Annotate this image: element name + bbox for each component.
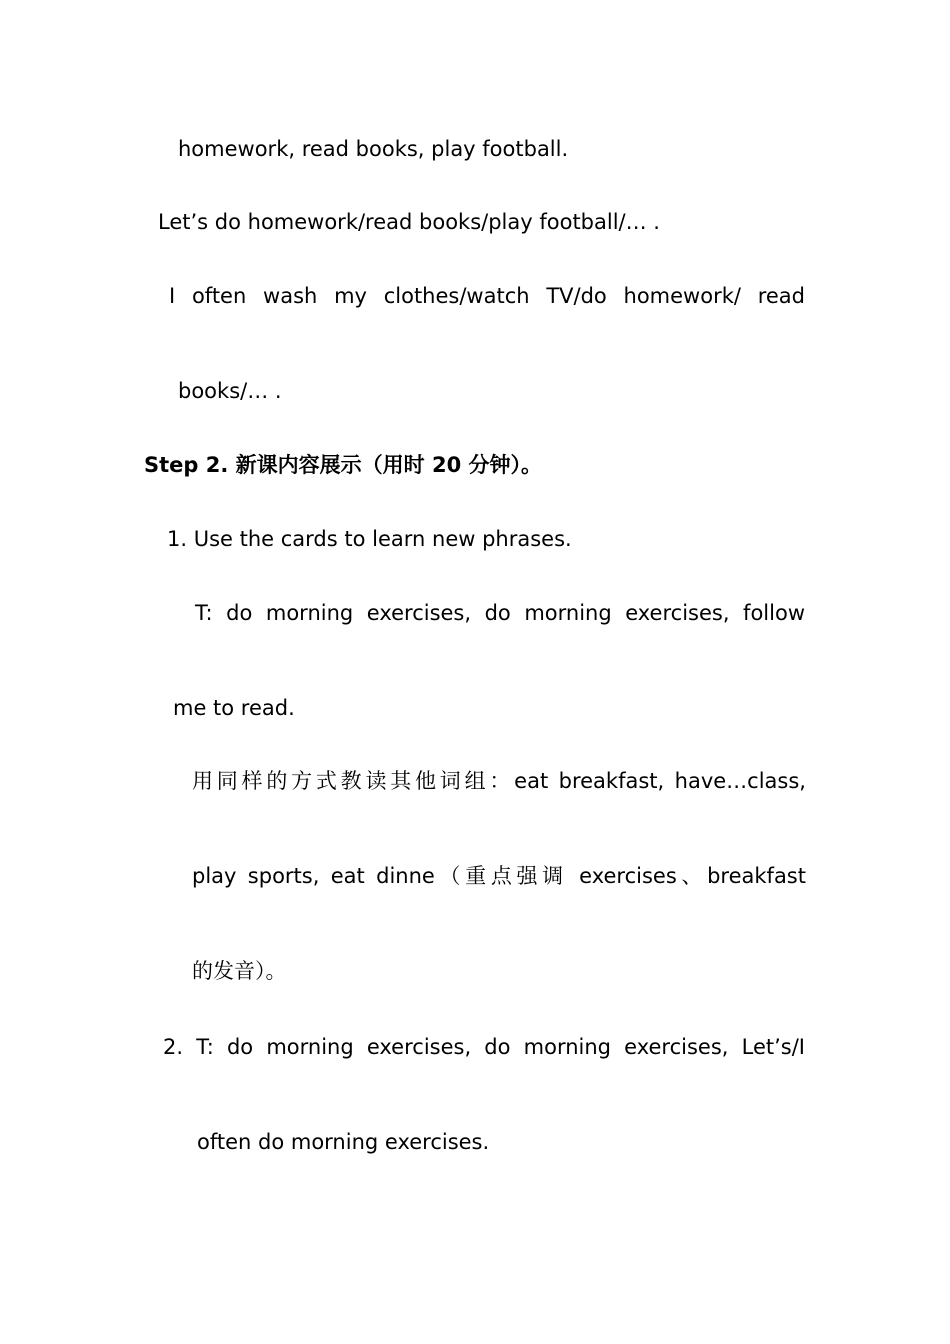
text-line: play sports, eat dinne（重点强调 exercises、breakfast — [192, 864, 806, 888]
text-line: T: do morning exercises, do morning exercises, follow — [195, 601, 805, 625]
text-line: 的发音）。 — [192, 959, 287, 983]
section-heading: Step 2. 新课内容展示（用时 20 分钟）。 — [144, 453, 542, 477]
text-line: homework, read books, play football. — [178, 137, 569, 161]
text-line: me to read. — [173, 696, 295, 720]
text-line: I often wash my clothes/watch TV/do homework/ read — [169, 284, 805, 308]
text-line: 用同样的方式教读其他词组：eat breakfast, have…class, — [192, 769, 806, 793]
text-line: books/… . — [178, 379, 282, 403]
text-line: Let’s do homework/read books/play football/… . — [158, 210, 660, 234]
text-line: 2. T: do morning exercises, do morning exercises, Let’s/I — [163, 1035, 805, 1059]
text-line: 1. Use the cards to learn new phrases. — [167, 527, 572, 551]
text-line: often do morning exercises. — [197, 1130, 490, 1154]
